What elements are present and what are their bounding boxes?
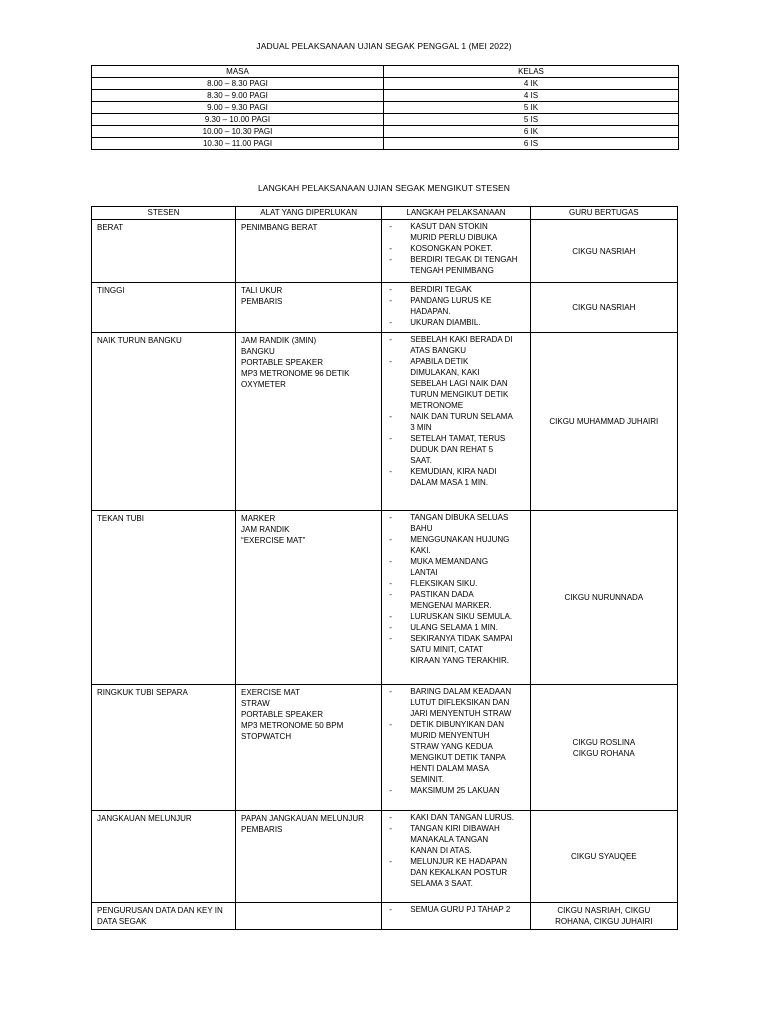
steps-list [387, 333, 524, 488]
header-alat: ALAT YANG DIPERLUKAN [236, 207, 382, 220]
station-name-line: BERAT [97, 223, 124, 232]
station-name-cell [92, 903, 236, 930]
schedule-row [92, 102, 679, 114]
step-text-line: - LURUSKAN SIKU SEMULA. [410, 612, 513, 621]
teacher-cell [530, 811, 677, 903]
schedule-kelas-cell: 6 IK [384, 126, 679, 138]
step-text-line: - MENGGUNAKAN HUJUNG [410, 535, 510, 544]
equipment-item: PORTABLE SPEAKER [241, 358, 323, 367]
schedule-masa-cell: 8.00 – 8.30 PAGI [92, 78, 384, 90]
station-row [92, 333, 678, 511]
equipment-cell [236, 220, 382, 283]
equipment-item: STOPWATCH [241, 732, 292, 741]
step-item [387, 243, 524, 254]
station-row [92, 511, 678, 685]
step-text-line: - BERDIRI TEGAK [410, 285, 472, 294]
step-text-line: MURID MENYENTUH [410, 731, 490, 740]
equipment-cell [236, 283, 382, 333]
step-text-line: BAHU [410, 524, 433, 533]
step-text-line: - DETIK DIBUNYIKAN DAN [410, 720, 505, 729]
header-langkah: LANGKAH PELAKSANAAN [382, 207, 530, 220]
step-text-line: DALAM MASA 1 MIN. [410, 478, 489, 487]
teacher-cell [530, 903, 677, 930]
station-name-cell [92, 685, 236, 811]
step-text-line: - KAKI DAN TANGAN LURUS. [410, 813, 514, 822]
step-text-line: TENGAH PENIMBANG [410, 266, 494, 275]
step-item [387, 686, 524, 719]
step-text-line: - FLEKSIKAN SIKU. [410, 579, 478, 588]
stations-table [91, 206, 678, 930]
equipment-item: EXERCISE MAT [241, 688, 301, 697]
station-name [97, 511, 230, 524]
equipment-item: PEMBARIS [241, 297, 283, 306]
steps-cell [382, 511, 530, 685]
teacher-name: CIKGU NASRIAH, CIKGU [557, 906, 651, 915]
step-item [387, 433, 524, 466]
step-text-line: DUDUK DAN REHAT 5 [410, 445, 494, 454]
step-text-line: - BERDIRI TEGAK DI TENGAH [410, 255, 518, 264]
step-item [387, 812, 524, 823]
steps-cell [382, 903, 530, 930]
teacher-cell [530, 220, 677, 283]
step-text-line: - ULANG SELAMA 1 MIN. [410, 623, 498, 632]
steps-cell [382, 283, 530, 333]
step-item [387, 411, 524, 433]
step-text-line: METRONOME [410, 401, 464, 410]
step-text-line: - NAIK DAN TURUN SELAMA [410, 412, 513, 421]
step-text-line: KIRAAN YANG TERAKHIR. [410, 656, 509, 665]
step-text-line: SELAMA 3 SAAT. [410, 879, 473, 888]
schedule-row [92, 138, 679, 150]
equipment-item: MARKER [241, 514, 276, 523]
step-item [387, 295, 524, 317]
step-text-line: DIMULAKAN, KAKI [410, 368, 480, 377]
equipment-item: STRAW [241, 699, 270, 708]
equipment-item: PORTABLE SPEAKER [241, 710, 323, 719]
station-row [92, 685, 678, 811]
step-text-line: TURUN MENGIKUT DETIK [410, 390, 509, 399]
step-text-line: SEMINIT. [410, 775, 445, 784]
equipment-item: PENIMBANG BERAT [241, 223, 318, 232]
step-text-line: - SEBELAH KAKI BERADA DI [410, 335, 513, 344]
step-text-line: - SEMUA GURU PJ TAHAP 2 [410, 905, 511, 914]
step-item [387, 589, 524, 611]
step-item [387, 254, 524, 276]
station-name-cell [92, 220, 236, 283]
step-text-line: SAAT. [410, 456, 432, 465]
equipment-cell [236, 511, 382, 685]
equipment-item: BANGKU [241, 347, 275, 356]
equipment-cell [236, 903, 382, 930]
station-name [97, 685, 230, 698]
schedule-masa-cell: 8.30 – 9.00 PAGI [92, 90, 384, 102]
schedule-title: JADUAL PELAKSANAAN UJIAN SEGAK PENGGAL 1 (MEI 2022) [256, 41, 512, 51]
schedule-row [92, 114, 679, 126]
step-item [387, 611, 524, 622]
step-text-line: MENGENAI MARKER. [410, 601, 492, 610]
equipment-item: MP3 METRONOME 50 BPM [241, 721, 344, 730]
teacher-cell [530, 511, 677, 685]
step-text-line: MENGIKUT DETIK TANPA [410, 753, 506, 762]
teacher-cell [530, 685, 677, 811]
step-text-line: LANTAI [410, 568, 438, 577]
equipment-item: JAM RANDIK (3MIN) [241, 336, 317, 345]
step-text-line: MURID PERLU DIBUKA [410, 233, 498, 242]
step-text-line: - UKURAN DIAMBIL. [410, 318, 481, 327]
step-item [387, 856, 524, 889]
teacher-name: CIKGU NASRIAH [572, 246, 636, 256]
schedule-kelas-cell: 6 IS [384, 138, 679, 150]
schedule-kelas-cell: 5 IK [384, 102, 679, 114]
step-item [387, 823, 524, 856]
step-item [387, 356, 524, 411]
steps-list [387, 811, 524, 889]
step-text-line: DAN KEKALKAN POSTUR [410, 868, 508, 877]
step-item [387, 334, 524, 356]
equipment-cell [236, 333, 382, 511]
teacher-cell [530, 333, 677, 511]
station-name-cell [92, 511, 236, 685]
teacher-name: CIKGU NURUNNADA [564, 593, 644, 602]
equipment-list [241, 283, 376, 307]
teacher-cell [530, 283, 677, 333]
step-text-line: MANAKALA TANGAN [410, 835, 489, 844]
step-text-line: ATAS BANGKU [410, 346, 466, 355]
station-row [92, 283, 678, 333]
step-text-line: - SEKIRANYA TIDAK SAMPAI [410, 634, 513, 643]
schedule-row [92, 90, 679, 102]
station-name-line: NAIK TURUN BANGKU [97, 336, 182, 345]
teacher-name: CIKGU ROHANA [572, 748, 635, 758]
station-name [97, 903, 230, 927]
station-name-cell [92, 333, 236, 511]
equipment-item: JAM RANDIK [241, 525, 290, 534]
teacher-name: CIKGU NASRIAH [572, 303, 636, 312]
equipment-list [241, 903, 376, 905]
step-text-line: - PANDANG LURUS KE [410, 296, 492, 305]
step-item [387, 466, 524, 488]
station-name-line: JANGKAUAN MELUNJUR [97, 814, 192, 823]
step-item [387, 578, 524, 589]
step-item [387, 284, 524, 295]
teacher-name: CIKGU MUHAMMAD JUHAIRI [549, 417, 659, 426]
stations-header-row [92, 207, 678, 220]
step-text-line: KAKI. [410, 546, 431, 555]
step-text-line: - KOSONGKAN POKET. [410, 244, 493, 253]
step-text-line: - KEMUDIAN, KIRA NADI [410, 467, 497, 476]
steps-cell [382, 811, 530, 903]
schedule-masa-cell: 9.00 – 9.30 PAGI [92, 102, 384, 114]
steps-cell [382, 333, 530, 511]
station-name-cell [92, 811, 236, 903]
step-item [387, 512, 524, 534]
schedule-header-row [92, 66, 679, 78]
step-text-line: SEBELAH LAGI NAIK DAN [410, 379, 508, 388]
step-item [387, 622, 524, 633]
header-kelas: KELAS [384, 66, 679, 78]
schedule-table [91, 65, 679, 150]
steps-cell [382, 220, 530, 283]
step-text-line: - BARING DALAM KEADAAN [410, 687, 512, 696]
teacher-name: CIKGU ROSLINA [572, 737, 636, 747]
schedule-masa-cell: 9.30 – 10.00 PAGI [92, 114, 384, 126]
step-text-line: - MAKSIMUM 25 LAKUAN [410, 786, 500, 795]
step-text-line: STRAW YANG KEDUA [410, 742, 493, 751]
step-item [387, 633, 524, 666]
equipment-list [241, 220, 376, 233]
steps-list [387, 283, 524, 328]
header-guru: GURU BERTUGAS [530, 207, 677, 220]
step-text-line: - MUKA MEMANDANG [410, 557, 489, 566]
equipment-list [241, 685, 376, 742]
step-text-line: - TANGAN KIRI DIBAWAH [410, 824, 500, 833]
schedule-kelas-cell: 5 IS [384, 114, 679, 126]
step-text-line: - MELUNJUR KE HADAPAN [410, 857, 508, 866]
equipment-item: PEMBARIS [241, 825, 283, 834]
step-item [387, 785, 524, 796]
stations-title: LANGKAH PELAKSANAAN UJIAN SEGAK MENGIKUT STESEN [257, 183, 511, 193]
step-text-line: - APABILA DETIK [410, 357, 469, 366]
station-name [97, 333, 230, 346]
teacher-name: ROHANA, CIKGU JUHAIRI [555, 917, 653, 926]
equipment-item: OXYMETER [241, 380, 286, 389]
schedule-row [92, 78, 679, 90]
step-text-line: - SETELAH TAMAT, TERUS [410, 434, 506, 443]
step-text-line: JARI MENYENTUH STRAW [410, 709, 512, 718]
equipment-cell [236, 811, 382, 903]
step-text-line: LUTUT DIFLEKSIKAN DAN [410, 698, 510, 707]
step-text-line: HADAPAN. [410, 307, 451, 316]
step-item [387, 534, 524, 556]
step-item [387, 221, 524, 243]
station-name [97, 283, 230, 296]
step-item [387, 904, 524, 915]
schedule-masa-cell: 10.00 – 10.30 PAGI [92, 126, 384, 138]
step-text-line: - TANGAN DIBUKA SELUAS [410, 513, 509, 522]
station-name-line: TINGGI [97, 286, 125, 295]
step-text-line: - KASUT DAN STOKIN [410, 222, 488, 231]
station-name-cell [92, 283, 236, 333]
steps-list [387, 220, 524, 276]
step-text-line: HENTI DALAM MASA [410, 764, 489, 773]
step-item [387, 556, 524, 578]
step-text-line: KANAN DI ATAS. [410, 846, 472, 855]
equipment-item: TALI UKUR [241, 286, 283, 295]
step-item [387, 317, 524, 328]
station-row [92, 903, 678, 930]
steps-list [387, 511, 524, 666]
schedule-kelas-cell: 4 IS [384, 90, 679, 102]
station-row [92, 220, 678, 283]
schedule-row [92, 126, 679, 138]
step-text-line: - PASTIKAN DADA [410, 590, 474, 599]
step-text-line: 3 MIN [410, 423, 432, 432]
steps-list [387, 685, 524, 796]
equipment-cell [236, 685, 382, 811]
station-name-line: PENGURUSAN DATA DAN KEY IN [97, 906, 223, 915]
step-text-line: SATU MINIT, CATAT [410, 645, 483, 654]
step-item [387, 719, 524, 785]
station-name [97, 811, 230, 824]
schedule-kelas-cell: 4 IK [384, 78, 679, 90]
equipment-item: “EXERCISE MAT” [241, 536, 306, 545]
steps-cell [382, 685, 530, 811]
header-masa: MASA [92, 66, 384, 78]
schedule-masa-cell: 10.30 – 11.00 PAGI [92, 138, 384, 150]
station-name [97, 220, 230, 233]
equipment-item: MP3 METRONOME 96 DETIK [241, 369, 350, 378]
equipment-list [241, 811, 376, 835]
station-row [92, 811, 678, 903]
station-name-line: DATA SEGAK [97, 917, 147, 926]
equipment-item: PAPAN JANGKAUAN MELUNJUR [241, 814, 364, 823]
station-name-line: RINGKUK TUBI SEPARA [97, 688, 188, 697]
teacher-name: CIKGU SYAUQEE [571, 852, 637, 861]
steps-list [387, 903, 524, 915]
equipment-list [241, 333, 376, 390]
header-stesen: STESEN [92, 207, 236, 220]
station-name-line: TEKAN TUBI [97, 514, 144, 523]
equipment-list [241, 511, 376, 546]
